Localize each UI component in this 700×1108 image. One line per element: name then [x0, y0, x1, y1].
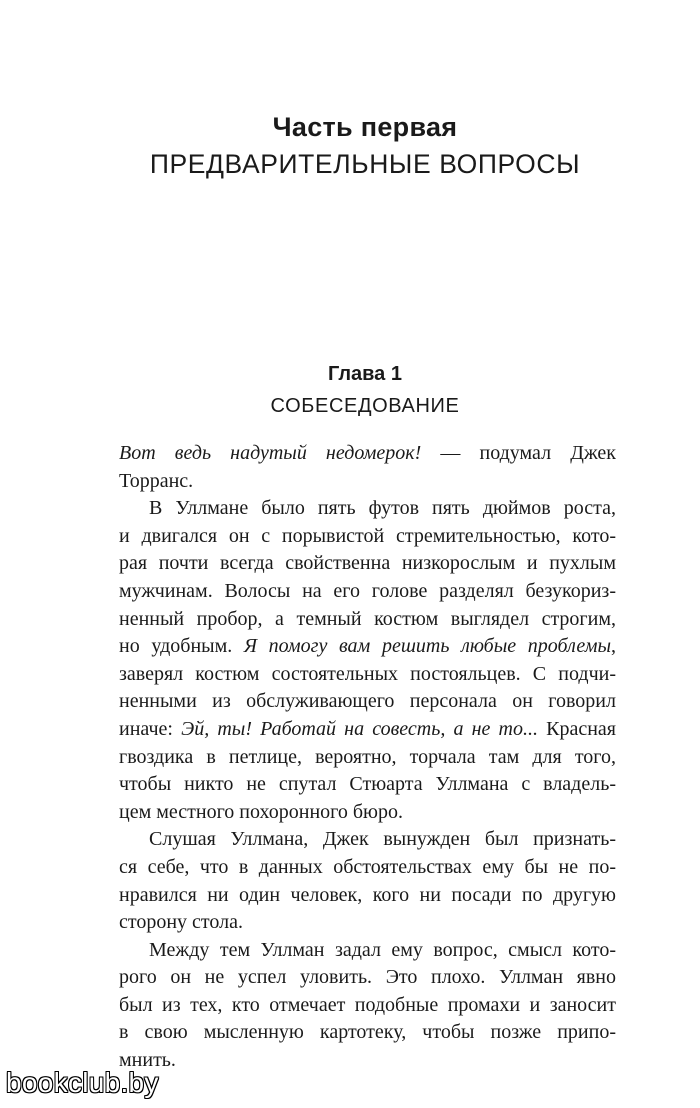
watermark: bookclub.by [6, 1067, 159, 1098]
part-label: Часть первая [272, 112, 458, 142]
text-line: и двигался он с порывистой стремительностью, кото- [119, 524, 616, 547]
text-line: цем местного похоронного бюро. [119, 800, 403, 823]
chapter-title: СОБЕСЕДОВАНИЕ [270, 395, 460, 417]
text-line: заверял костюм состоятельных постояльцев. С подчи- [119, 662, 616, 685]
text-line: гвоздика в петлице, вероятно, торчала там для того, [119, 745, 616, 768]
text-line: Торранс. [119, 469, 194, 492]
text-line: Вот ведь надутый недомерок! — подумал Джек [119, 442, 616, 464]
chapter-label: Глава 1 [327, 363, 402, 385]
text-line: иначе: Эй, ты! Работай на совесть, а не то... Красная [119, 717, 616, 740]
text-line: был из тех, кто отмечает подобные промахи и заносит [119, 993, 616, 1016]
part-heading [0, 108, 700, 182]
text-line: Слушая Уллмана, Джек вынужден был признать- [149, 828, 616, 851]
inner-thought: Эй, ты! Работай на совесть, а не то... [181, 717, 538, 740]
chapter-heading [0, 358, 700, 422]
part-title: ПРЕДВАРИТЕЛЬНЫЕ ВОПРОСЫ [149, 149, 581, 179]
text-line: в свою мысленную картотеку, чтобы позже припо- [119, 1021, 616, 1044]
body-text [119, 440, 616, 1075]
text-line: мужчинам. Волосы на его голове разделял безукориз- [119, 579, 616, 602]
text-line: рая почти всегда свойственна низкорослым и пухлым [119, 552, 616, 575]
text-line: мнить. [119, 1049, 176, 1072]
text-line: сторону стола. [119, 911, 244, 934]
text-line: Между тем Уллман задал ему вопрос, смысл кото- [149, 938, 616, 961]
text-line: но удобным. Я помогу вам решить любые проблемы, [119, 635, 617, 658]
inner-thought: Вот ведь надутый недомерок! [119, 442, 422, 464]
text-line: ненными из обслуживающего персонала он говорил [119, 690, 616, 713]
text-line: чтобы никто не спутал Стюарта Уллмана с владель- [119, 773, 616, 796]
text-line: В Уллмане было пять футов пять дюймов роста, [149, 497, 616, 520]
text-line: ненный пробор, а темный костюм выглядел строгим, [119, 607, 616, 630]
inner-thought: Я помогу вам решить любые проблемы [243, 635, 612, 658]
text-line: рого он не успел уловить. Это плохо. Уллман явно [119, 966, 616, 989]
text-line: ся себе, что в данных обстоятельствах ему бы не по- [119, 855, 616, 878]
text-line: нравился ни один человек, кого ни посади по другую [119, 883, 616, 906]
